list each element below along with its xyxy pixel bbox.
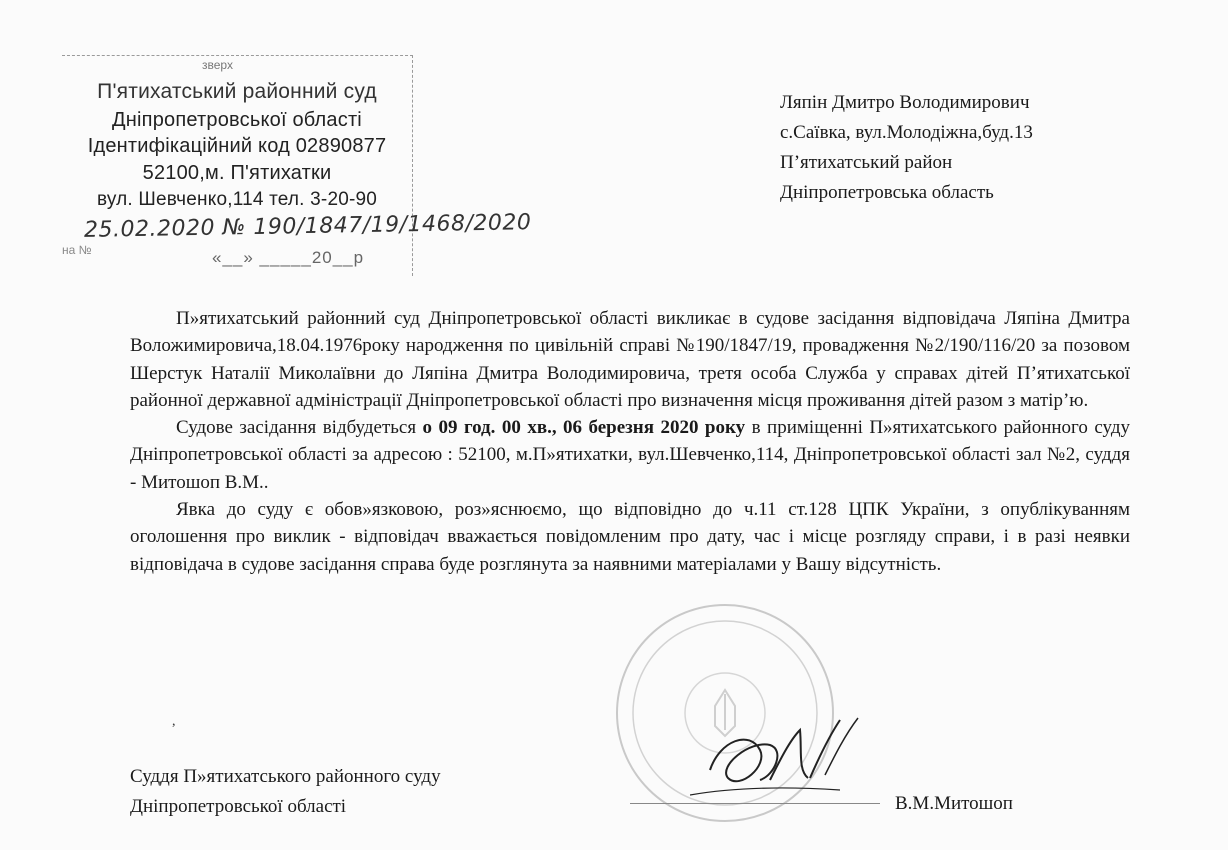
paragraph-attendance: Явка до суду є обов»язковою, роз»яснюємо, що відповідно до ч.11 ст.128 ЦПК України, з опублікуванням оголошення про виклик - відповідач вважається повідомленим про дату, час і місце розгляду справи, і в разі неявки відповідача в судове засідання справа буде розглянута за наявними матеріалами у Вашу відсутність. — [130, 499, 1130, 575]
recipient-district: П’ятихатський район — [780, 152, 953, 173]
court-stamp — [62, 55, 532, 276]
hearing-datetime: о 09 год. 00 хв., 06 березня 2020 року — [422, 417, 746, 439]
judge-title — [130, 762, 441, 822]
stamp-street-phone: вул. Шевченко,114 тел. 3-20-90 — [96, 189, 378, 210]
hearing-text-after: в приміщенні П»ятихатського районного суду Дніпропетровської області за адресою : 52100, м.П»ятихатки, вул.Шевченко,114, Дніпропетровської області зал №2, суддя - Митошоп В.М.. — [130, 417, 1130, 493]
recipient-name: Ляпін Дмитро Володимирович — [780, 92, 1030, 113]
judge-title-line1: Суддя П»ятихатського районного суду — [130, 766, 441, 787]
recipient-region: Дніпропетровська область — [780, 182, 994, 203]
stamp-date-blank: «__» _____20__р — [212, 248, 365, 267]
recipient-address — [780, 88, 1033, 208]
stamp-court-name: П'ятихатський районний суд — [97, 80, 377, 103]
signer-name: В.М.Митошоп — [895, 793, 1013, 814]
stamp-city: 52100,м. П'ятихатки — [142, 162, 332, 184]
stamp-region: Дніпропетровської області — [112, 109, 362, 131]
paragraph-summons: П»ятихатський районний суд Дніпропетровської області викликає в судове засідання відповідача Ляпіна Дмитра Воложимировича,18.04.1976року народження по цивільній справі №190/1847/19, провадження №2/190/116/20 за позовом Шерстук Наталії Миколаївни до Ляпіна Дмитра Володимировича, третя особа Служба у справах дітей П’ятихатської районної державної адміністрації Дніпропетровської області про визначення місця проживання дітей разом з матір’ю. — [130, 308, 1130, 411]
signature-line — [630, 803, 880, 804]
hearing-text-before: Судове засідання відбудеться — [176, 417, 423, 439]
stamp-number-label: на № — [62, 243, 92, 257]
stamp-handwritten-number: 25.02.2020 № 190/1847/19/1468/2020 — [83, 210, 532, 243]
recipient-street: с.Саївка, вул.Молодіжна,буд.13 — [780, 122, 1033, 143]
judge-title-line2: Дніпропетровської області — [130, 796, 347, 817]
signature-icon — [690, 700, 870, 800]
paragraph-hearing — [130, 414, 1130, 496]
stamp-mark: зверх — [202, 58, 233, 72]
summons-body — [130, 305, 1130, 578]
stamp-id-code: Ідентифікаційний код 02890877 — [87, 135, 387, 157]
tick-mark: , — [172, 714, 176, 729]
